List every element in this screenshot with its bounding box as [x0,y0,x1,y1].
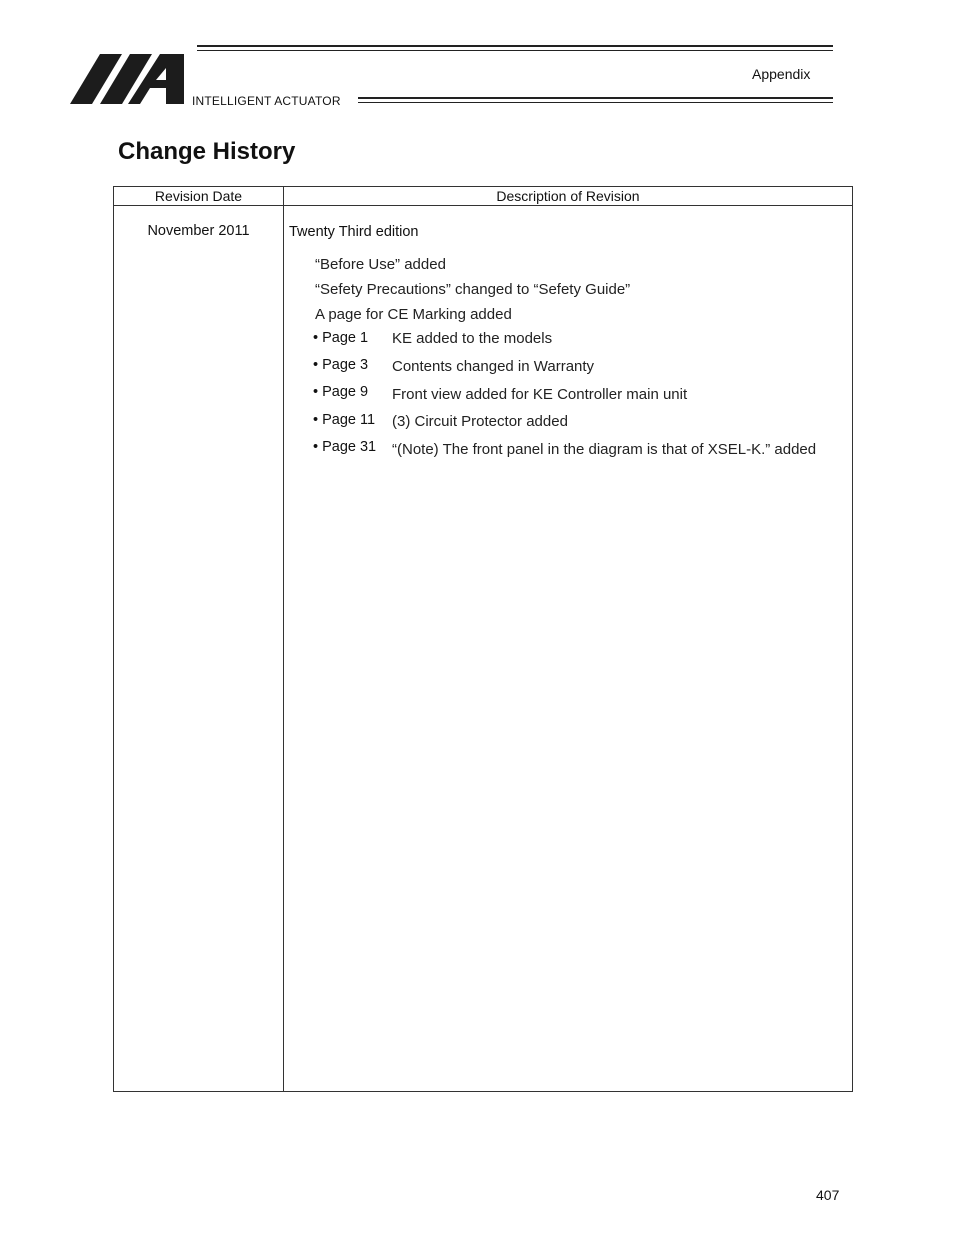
revision-line: “Before Use” added [315,256,446,273]
bullet-change-text: (3) Circuit Protector added [392,413,568,430]
bullet-change-text: Front view added for KE Controller main unit [392,386,688,403]
page-title: Change History [118,138,296,165]
column-header-description: Description of Revision [496,188,640,204]
column-divider [283,187,284,1091]
column-header-revision-date: Revision Date [154,188,243,204]
bullet-page-ref: • Page 31 [313,439,377,455]
header-divider [114,205,852,206]
edition-label: Twenty Third edition [289,224,419,240]
revision-line: A page for CE Marking added [315,306,512,323]
bullet-page-ref: • Page 11 [313,412,376,428]
revision-date: November 2011 [147,223,250,239]
bullet-page-ref: • Page 1 [313,330,369,346]
revision-line: “Sefety Precautions” changed to “Sefety Guide” [315,281,631,298]
bullet-page-ref: • Page 9 [313,384,369,400]
company-name: INTELLIGENT ACTUATOR [192,94,341,108]
bullet-change-text: KE added to the models [392,330,553,347]
iai-logo-icon [70,54,184,104]
bullet-page-ref: • Page 3 [313,357,369,373]
header-rule-bottom [358,97,833,103]
section-label: Appendix [752,66,811,82]
page-number: 407 [816,1187,840,1203]
bullet-change-text: Contents changed in Warranty [392,358,595,375]
header-rule-top [197,45,833,51]
change-history-table [113,186,853,1092]
bullet-change-text: “(Note) The front panel in the diagram is that of XSEL-K.” added [392,441,817,458]
